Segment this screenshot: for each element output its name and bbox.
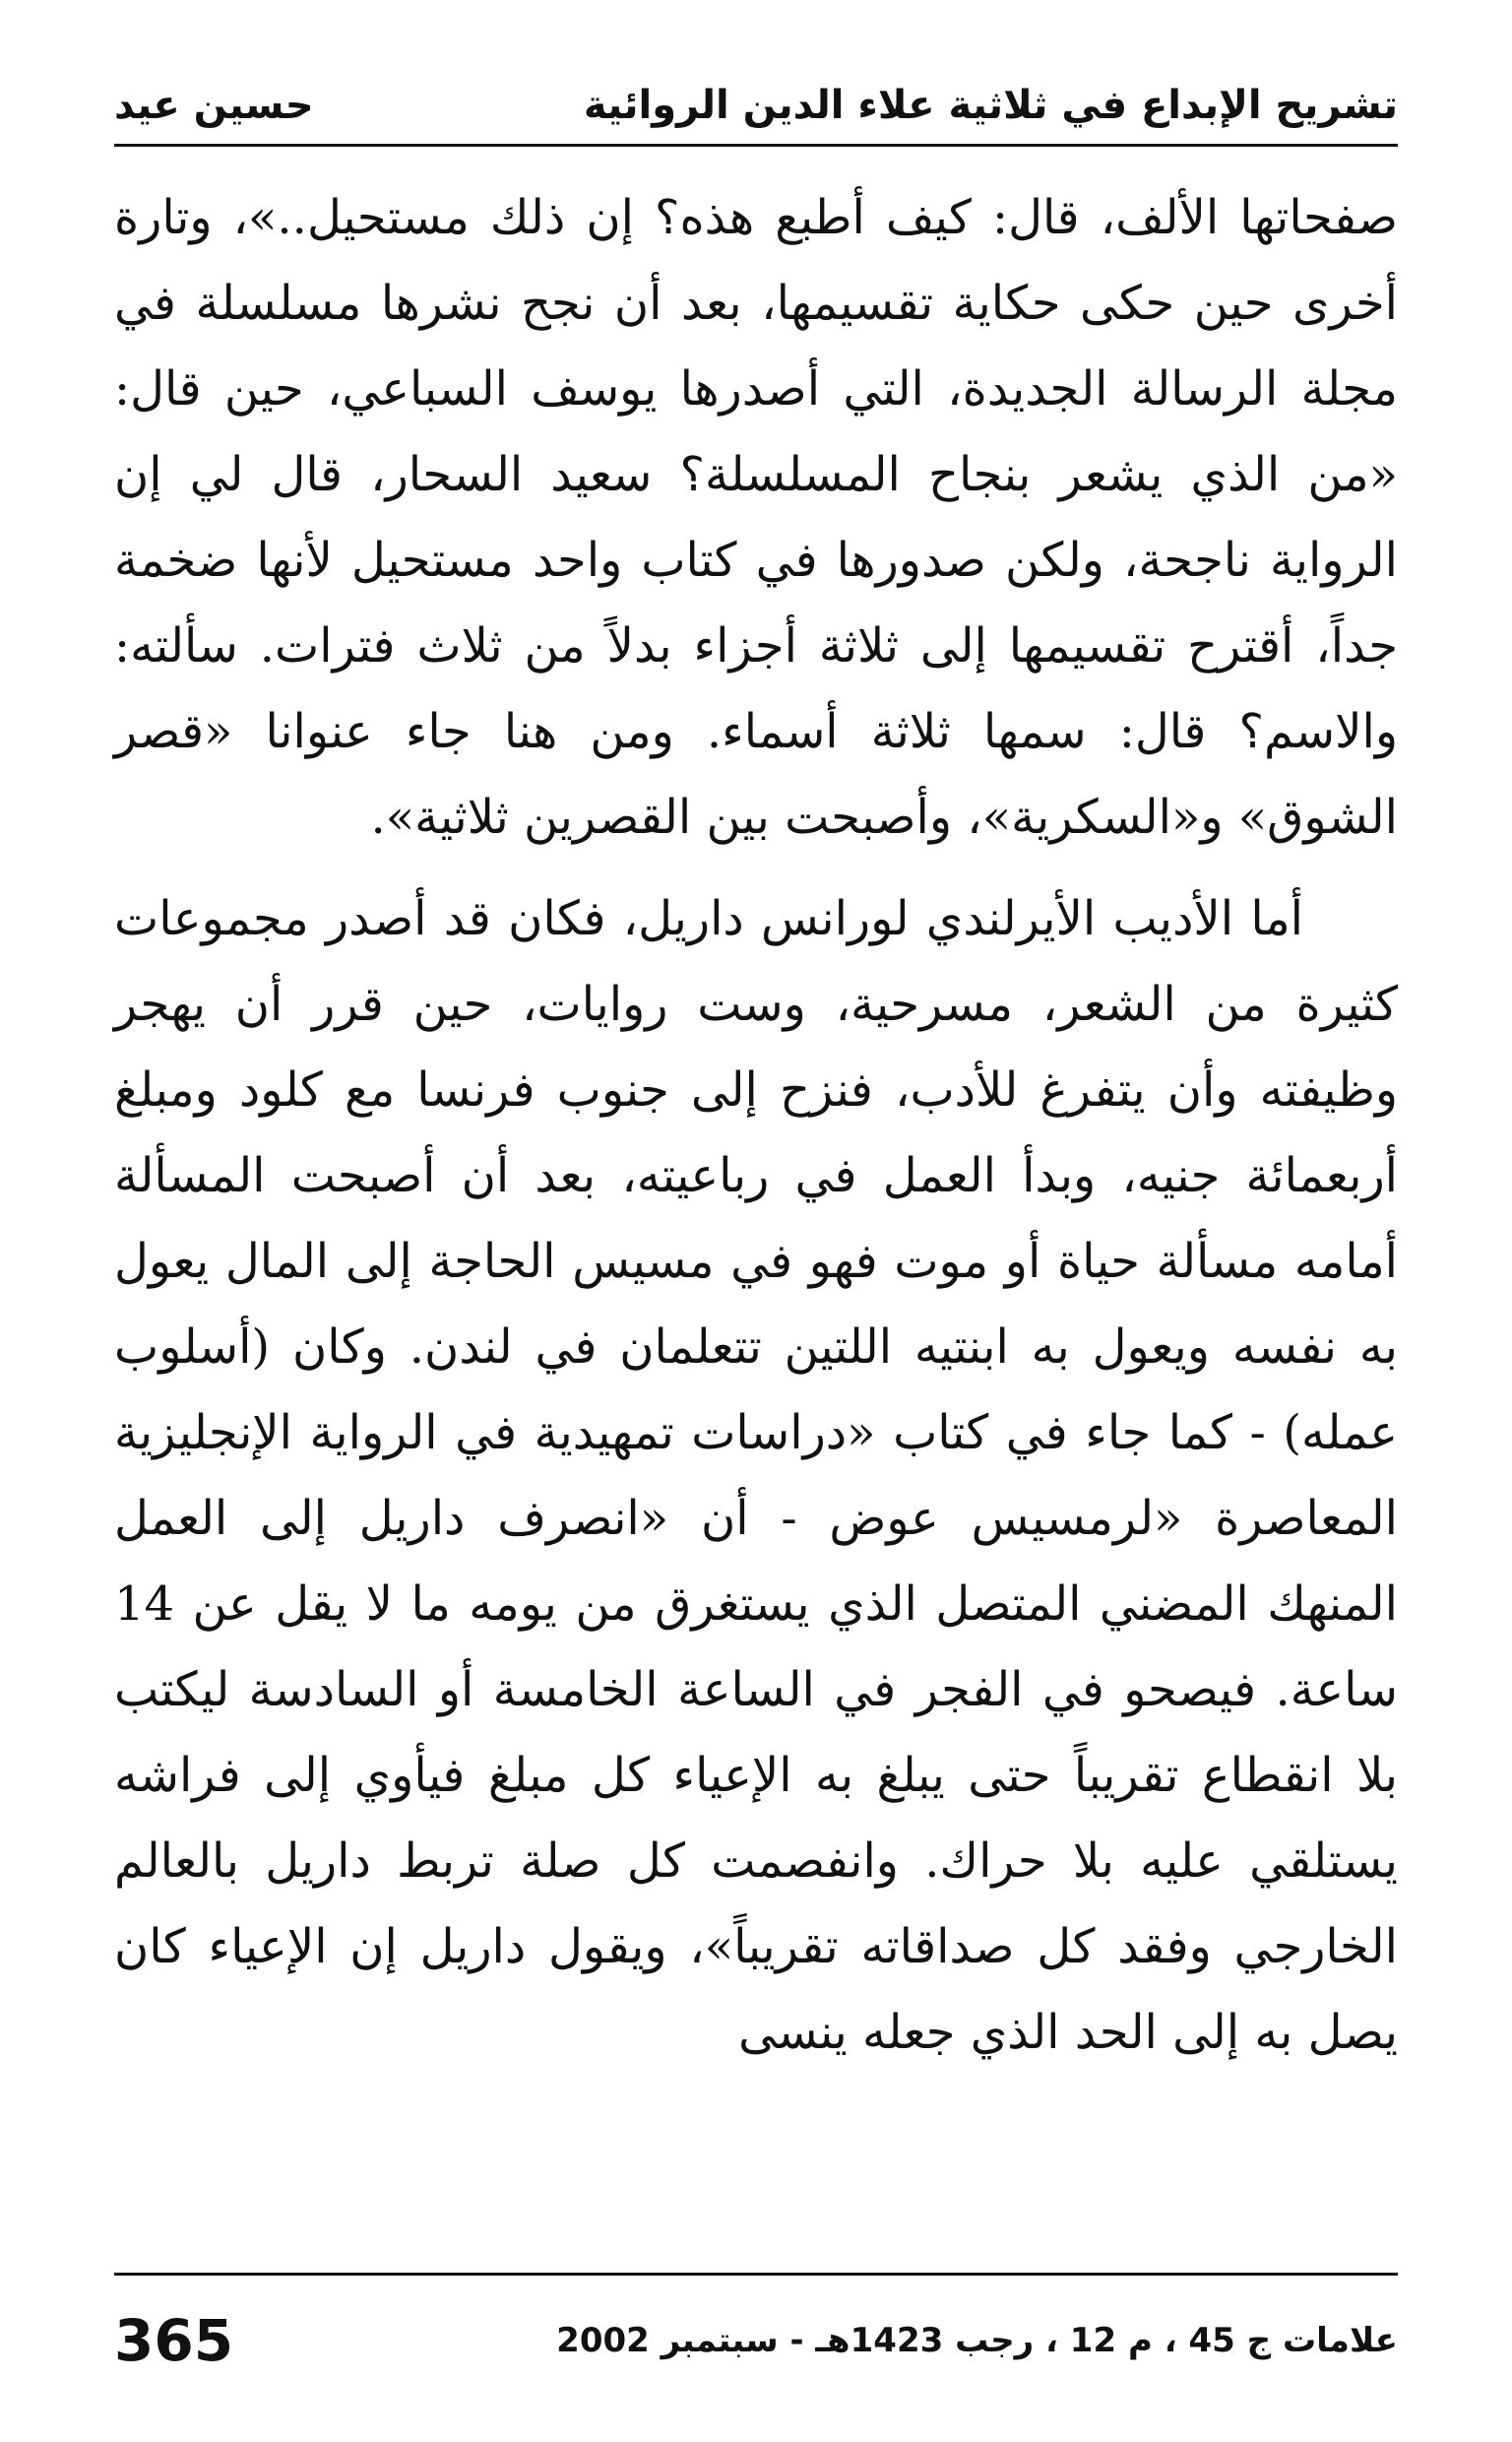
footer-divider bbox=[114, 2273, 1398, 2276]
running-header bbox=[114, 61, 1398, 150]
paragraph-continued: صفحاتها الألف، قال: كيف أطبع هذه؟ إن ذلك مستحيل..»، وتارة أخرى حين حكى حكاية تقسيمها، بعد أن نجح نشرها مسلسلة في مجلة الرسالة الجديدة، التي أصدرها يوسف السباعي، حين قال: «من الذي يشعر بنجاح المسلسلة؟ سعيد السحار، قال لي إن الرواية ناجحة، ولكن صدورها في كتاب واحد مستحيل لأنها ضخمة جداً، أقترح تقسيمها إلى ثلاثة أجزاء بدلاً من ثلاث فترات. سألته: والاسم؟ قال: سمها ثلاثة أسماء. ومن هنا جاء عنوانا «قصر الشوق» و«السكرية»، وأصبحت بين القصرين ثلاثية». bbox=[114, 190, 1399, 845]
journal-citation: علامات ج 45 ، م 12 ، رجب 1423هـ - سبتمبر 2002 bbox=[556, 2321, 1398, 2360]
running-author: حسين عيد bbox=[114, 83, 314, 128]
paragraph-durrell: أما الأديب الأيرلندي لورانس داريل، فكان قد أصدر مجموعات كثيرة من الشعر، مسرحية، وست روايات، حين قرر أن يهجر وظيفته وأن يتفرغ للأدب، فنزح إلى جنوب فرنسا مع كلود ومبلغ أربعمائة جنيه، وبدأ العمل في رباعيته، بعد أن أصبحت المسألة أمامه مسألة حياة أو موت فهو في مسيس الحاجة إلى المال يعول به نفسه ويعول به ابنتيه اللتين تتعلمان في لندن. وكان (أسلوب عمله) - كما جاء في كتاب «دراسات تمهيدية في الرواية الإنجليزية المعاصرة «لرمسيس عوض - أن «انصرف داريل إلى العمل المنهك المضني المتصل الذي يستغرق من يومه ما لا يقل عن 14 ساعة. فيصحو في الفجر في الساعة الخامسة أو السادسة ليكتب بلا انقطاع تقريباً حتى يبلغ به الإعياء كل مبلغ فيأوي إلى فراشه يستلقي عليه بلا حراك. وانفصمت كل صلة تربط داريل بالعالم الخارجي وفقد كل صداقاته تقريباً»، ويقول داريل إن الإعياء كان يصل به إلى الحد الذي جعله ينسى bbox=[114, 891, 1399, 2060]
page-number: 365 bbox=[114, 2307, 234, 2374]
header-divider bbox=[114, 144, 1398, 147]
page-body bbox=[114, 175, 1398, 2076]
running-title: تشريح الإبداع في ثلاثية علاء الدين الروائية bbox=[583, 83, 1398, 128]
running-footer bbox=[114, 2286, 1398, 2395]
